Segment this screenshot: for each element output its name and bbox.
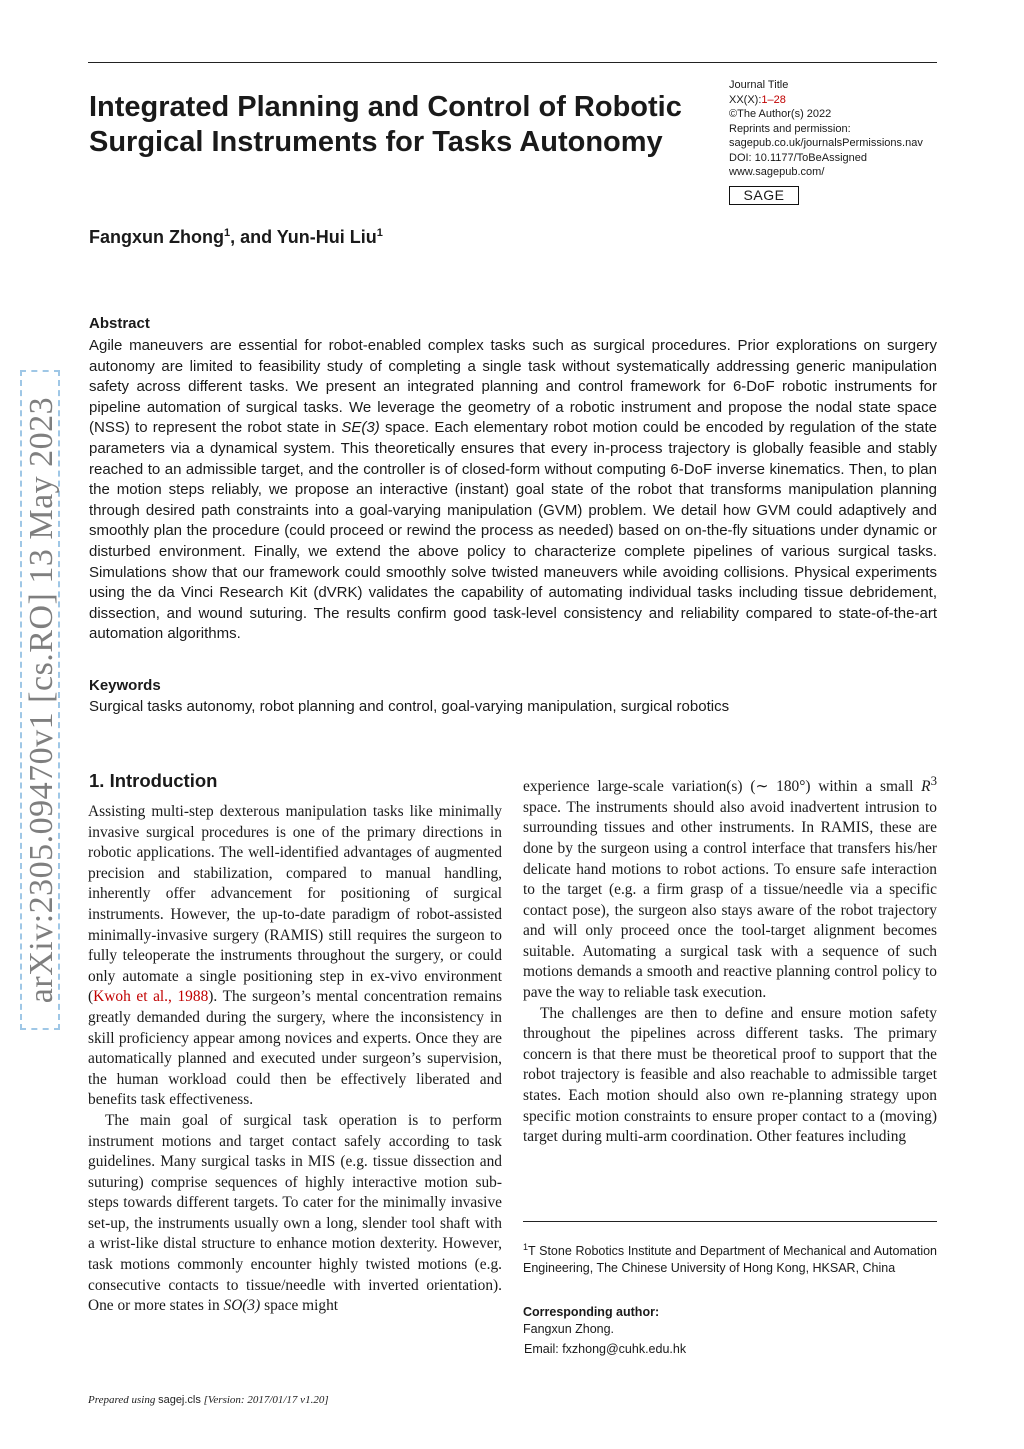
prepared-cls: sagej.cls bbox=[158, 1394, 201, 1406]
sage-logo: SAGE bbox=[729, 186, 799, 205]
journal-doi: DOI: 10.1177/ToBeAssigned bbox=[729, 151, 867, 164]
intro-math-so3: SO(3) bbox=[223, 1297, 261, 1315]
affiliation-footnote bbox=[523, 1239, 937, 1277]
keywords-text: Surgical tasks autonomy, robot planning and control, goal-varying manipulation, surgical robotics bbox=[89, 698, 730, 715]
intro-paragraph-3 bbox=[523, 771, 937, 1004]
journal-pages[interactable]: 1–28 bbox=[761, 93, 786, 106]
author-list bbox=[89, 227, 383, 248]
intro-p1-text-b: ). The surgeon’s mental concentration remains greatly demanded during the surgery, where the inconsistency in skill proficiency appear among novices and experts. Once they are automatically planned and executed under surgeon’s supervision, the human workload could then be effectively liberated and benefits task effectiveness. bbox=[88, 988, 502, 1109]
intro-math-r: R bbox=[921, 778, 931, 796]
journal-info bbox=[729, 78, 949, 180]
intro-p2-text-b: space might bbox=[260, 1297, 339, 1315]
journal-volume bbox=[729, 93, 949, 108]
intro-r1-text-b: space. The instruments should also avoid inadvertent intrusion to surrounding tissues and other instruments. In RAMIS, these are done by the surgeon using a control interface that transfers his/her delicate hand motions to robot actions. To ensure safe interaction to the target (e.g. a firm grasp of a tissue/needle via a specific contact pose), the surgeon also stays aware of the robot trajectory and will only proceed once the tool-target alignment becomes suitable. Automating a surgical task with a sequence of such motions demands a smooth and reactive planning control policy to pave the way to reliable task execution. bbox=[523, 798, 937, 1002]
intro-p2-text-a: The main goal of surgical task operation is to perform instrument motions and target contact safely according to task guidelines. Many surgical tasks in MIS (e.g. tissue dissection and suturing) comprise sequences of highly interactive motion sub-steps towards different targets. To cater for the minimally invasive set-up, the instruments usually own a long, slender tool shaft with a wrist-like distal structure to enhance motion dexterity. However, task motions commonly encounter highly twisted motions (e.g. consecutive contacts to tissue/needle with inverted orientation). One or more states in bbox=[88, 1111, 502, 1315]
intro-r1-text-a: experience large-scale variation(s) (∼ 180°) within a small bbox=[523, 778, 922, 796]
prepared-prefix: Prepared using bbox=[88, 1394, 159, 1406]
author-2-affil: 1 bbox=[376, 227, 383, 239]
volume-prefix: XX(X): bbox=[729, 93, 762, 106]
abstract-heading: Abstract bbox=[89, 315, 150, 332]
intro-p1-text-a: Assisting multi-step dexterous manipulation tasks like minimally invasive surgical procedures is one of the primary directions in robotic applications. The well-identified advantages of augmented precision and stabilization, compared to manual handling, inherently offer advancement for positioning of surgical instruments. However, the up-to-date paradigm of robot-assisted minimally-invasive surgery (RAMIS) still requires the surgeon to fully teleoperate the instruments throughout the surgery, or could only automate a single positioning step in ex-vivo environment ( bbox=[88, 803, 502, 1006]
journal-reprints-url[interactable]: sagepub.co.uk/journalsPermissions.nav bbox=[729, 137, 923, 149]
prepared-version: [Version: 2017/01/17 v1.20] bbox=[200, 1394, 329, 1406]
abstract-math-se3: SE(3) bbox=[341, 419, 380, 437]
journal-website[interactable]: www.sagepub.com/ bbox=[729, 166, 825, 178]
journal-copyright: ©The Author(s) 2022 bbox=[729, 108, 832, 120]
right-column bbox=[523, 771, 937, 1148]
journal-reprints: Reprints and permission: bbox=[729, 122, 851, 135]
header-rule bbox=[88, 62, 937, 63]
corresponding-author-heading: Corresponding author: bbox=[523, 1305, 660, 1319]
section-heading-introduction: 1. Introduction bbox=[89, 770, 218, 791]
intro-paragraph-2 bbox=[88, 1111, 502, 1317]
footnote-marker: 1 bbox=[523, 1242, 529, 1252]
abstract-body bbox=[89, 336, 937, 645]
abstract-text-1: Agile maneuvers are essential for robot-enabled complex tasks such as surgical procedures. Prior explorations on surgery autonomy are limited to feasibility study of completing a single task without systematically addressing generic manipulation safety across different tasks. We present an integrated planning and control framework for 6-DoF robotic instruments for pipeline automation of surgical tasks. We leverage the geometry of a robotic instrument and propose the nodal state space (NSS) to represent the robot state in bbox=[89, 337, 937, 437]
citation-kwoh-1988[interactable]: Kwoh et al., 1988 bbox=[93, 988, 209, 1006]
footnote-affiliation: T Stone Robotics Institute and Department of Mechanical and Automation Engineering, The Chinese University of Hong Kong, HKSAR, China bbox=[523, 1244, 937, 1276]
corresponding-author-email[interactable]: Email: fxzhong@cuhk.edu.hk bbox=[524, 1342, 687, 1356]
keywords-heading: Keywords bbox=[89, 677, 161, 694]
intro-paragraph-1 bbox=[88, 802, 502, 1111]
journal-title: Journal Title bbox=[729, 79, 789, 91]
author-1-affil: 1 bbox=[223, 227, 231, 239]
author-separator: , and bbox=[230, 227, 277, 247]
arxiv-stamp[interactable]: arXiv:2305.09470v1 [cs.RO] 13 May 2023 bbox=[20, 370, 60, 1030]
abstract-text-2: space. Each elementary robot motion could be encoded by regulation of the state parameters via a dynamical system. This theoretically ensures that every in-process trajectory is globally feasible and stably reached to an admissible target, and the controller is of closed-form without computing 6-DoF inverse kinematics. Then, to plan the motion steps reliably, we propose an interactive (instant) goal state of the robot that transforms manipulation planning through desired path constraints into a goal-varying manipulation (GVM) problem. We detail how GVM could adaptively and smoothly plan the procedure (could proceed or rewind the process as needed) based on on-the-fly situations under dynamic or disturbed environment. Finally, we extend the above policy to characterize complete pipelines of various surgical tasks. Simulations show that our framework could smoothly solve twisted maneuvers while avoiding collisions. Physical experiments using the da Vinci Research Kit (dVRK) validates the capability of automating individual tasks including tissue debridement, dissection, and wound suturing. The results confirm good task-level consistency and reliability compared to state-of-the-art automation algorithms. bbox=[89, 419, 937, 643]
paper-title: Integrated Planning and Control of Robotic Surgical Instruments for Tasks Autonomy bbox=[89, 91, 682, 158]
footnote-rule bbox=[523, 1221, 937, 1222]
author-2: Yun-Hui Liu bbox=[276, 227, 377, 247]
intro-math-r-exponent: 3 bbox=[930, 774, 937, 788]
left-column bbox=[88, 802, 502, 1317]
corresponding-author-name: Fangxun Zhong. bbox=[523, 1322, 615, 1336]
author-1: Fangxun Zhong bbox=[89, 227, 224, 247]
prepared-using-note bbox=[88, 1394, 329, 1406]
intro-paragraph-4: The challenges are then to define and ensure motion safety throughout the pipelines across different tasks. The primary concern is that there must be theoretical proof to support that the robot trajectory is feasible and also reachable to admissible target states. Each motion should also own re-planning strategy upon specific motion constraints to ensure proper contact to a (moving) target during multi-arm coordination. Other features including bbox=[523, 1004, 937, 1146]
